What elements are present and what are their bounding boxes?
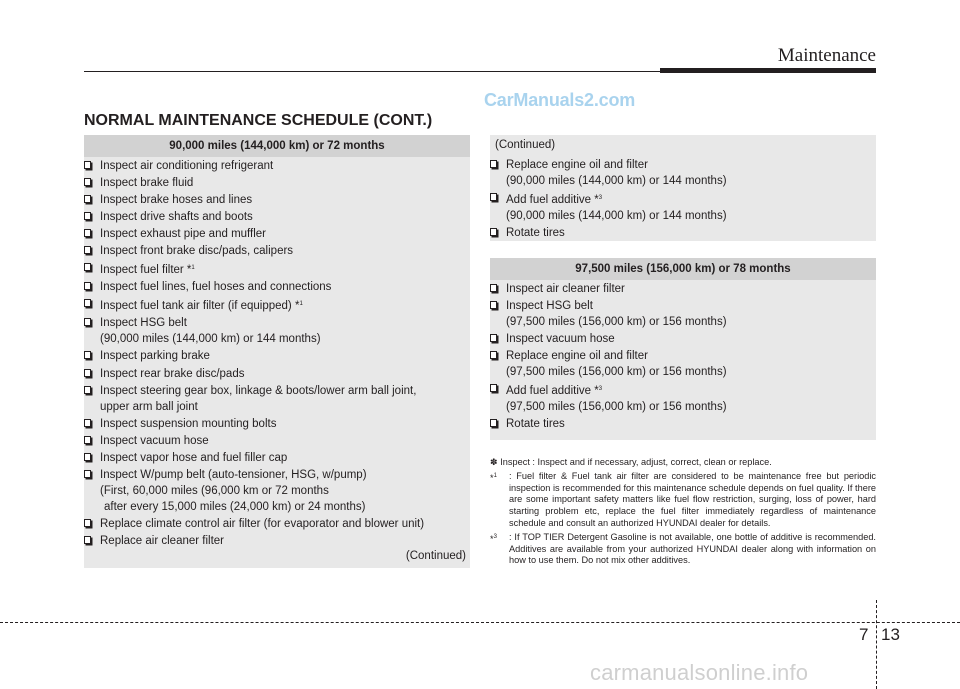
page-number: 13 — [881, 625, 900, 644]
checklist-item — [84, 296, 470, 314]
item-text: Inspect drive shafts and boots — [100, 211, 253, 224]
item-text: Add fuel additive * — [506, 194, 599, 207]
item-text: Inspect fuel filter * — [100, 264, 192, 277]
checklist-item — [84, 209, 470, 225]
continued-label: (Continued) — [495, 139, 556, 151]
footnote-ref: 3 — [598, 386, 603, 393]
checkbox-icon — [490, 284, 497, 292]
item-text: Inspect vacuum hose — [100, 434, 209, 447]
continued-label: (Continued) — [405, 550, 466, 562]
checkbox-icon — [490, 419, 497, 427]
inspect-note: ✽ Inspect : Inspect and if necessary, adjust, correct, clean or replace. — [490, 457, 772, 467]
footnote-ref: 1 — [493, 472, 497, 479]
item-subtext: (97,500 miles (156,000 km) or 156 months) — [506, 366, 727, 379]
item-subtext: (90,000 miles (144,000 km) or 144 months) — [100, 333, 321, 346]
checkbox-icon — [84, 318, 91, 326]
checkbox-icon — [84, 212, 91, 220]
checkbox-icon — [490, 351, 497, 359]
right-top-item-list — [490, 157, 876, 242]
right-panel-title: 97,500 miles (156,000 km) or 78 months — [490, 258, 876, 280]
item-subtext: (90,000 miles (144,000 km) or 144 months) — [506, 175, 727, 187]
checkbox-icon — [84, 351, 91, 359]
checklist-item — [84, 433, 470, 449]
checkbox-icon — [490, 301, 497, 309]
item-text: Rotate tires — [506, 227, 565, 240]
item-text: Inspect W/pump belt (auto-tensioner, HSG, w/pump) — [100, 468, 367, 481]
checklist-item — [84, 243, 470, 259]
section-title: Maintenance — [777, 45, 876, 66]
item-text: Inspect steering gear box, linkage & boots/lower arm ball joint, — [100, 384, 417, 397]
left-panel-title: 90,000 miles (144,000 km) or 72 months — [84, 135, 470, 157]
checklist-item — [84, 315, 470, 347]
checklist-item — [84, 279, 470, 295]
checkbox-icon — [84, 453, 91, 461]
checklist-item — [84, 175, 470, 191]
item-text: Inspect fuel tank air filter (if equipped) * — [100, 300, 300, 313]
item-text: Inspect vapor hose and fuel filler cap — [100, 451, 288, 464]
checkbox-icon — [84, 229, 91, 237]
checklist-item — [84, 516, 470, 532]
item-text: Inspect air conditioning refrigerant — [100, 160, 274, 172]
item-text: Inspect air cleaner filter — [506, 283, 625, 295]
item-text: Inspect rear brake disc/pads — [100, 367, 245, 380]
page-heading: NORMAL MAINTENANCE SCHEDULE (CONT.) — [84, 112, 433, 129]
item-text: Inspect HSG belt — [100, 317, 187, 330]
item-subtext: (97,500 miles (156,000 km) or 156 months) — [506, 316, 727, 329]
footnote-ref: 3 — [598, 195, 603, 202]
checklist-item — [490, 281, 876, 297]
left-item-list — [84, 158, 470, 550]
item-text: Inspect suspension mounting bolts — [100, 417, 277, 430]
item-subtext: (97,500 miles (156,000 km) or 156 months) — [506, 401, 727, 414]
checklist-item — [490, 225, 876, 241]
checkbox-icon — [84, 263, 91, 271]
checkbox-icon — [490, 334, 497, 342]
checkbox-icon — [84, 246, 91, 254]
checkbox-icon — [84, 282, 91, 290]
checkbox-icon — [84, 536, 91, 544]
footnote-ref: 1 — [191, 265, 195, 272]
checkbox-icon — [84, 419, 91, 427]
item-text: Inspect fuel lines, fuel hoses and connections — [100, 281, 332, 294]
item-text: Inspect vacuum hose — [506, 333, 615, 346]
item-subtext: (First, 60,000 miles (96,000 km or 72 months — [100, 484, 329, 497]
item-subtext: upper arm ball joint — [100, 400, 198, 413]
footnote-ref: 1 — [299, 301, 303, 308]
chapter-number: 7 — [859, 625, 869, 644]
checkbox-icon — [84, 369, 91, 377]
footer-divider — [876, 600, 877, 689]
footnote-ref: 3 — [493, 533, 497, 540]
checklist-item — [84, 192, 470, 208]
item-text: Rotate tires — [506, 418, 565, 431]
checklist-item — [490, 157, 876, 189]
checkbox-icon — [84, 195, 91, 203]
footnote-1 — [490, 471, 876, 530]
checkbox-icon — [490, 384, 497, 392]
checklist-item — [84, 348, 470, 364]
checkbox-icon — [84, 299, 91, 307]
checklist-item — [84, 533, 470, 549]
header-rule — [84, 71, 660, 72]
checklist-item — [84, 260, 470, 278]
checklist-item — [490, 381, 876, 415]
checklist-item — [84, 467, 470, 515]
checklist-item — [490, 298, 876, 330]
item-text: Inspect HSG belt — [506, 300, 593, 313]
checkbox-icon — [490, 160, 497, 168]
checkbox-icon — [84, 436, 91, 444]
checkbox-icon — [84, 470, 91, 478]
item-text: Add fuel additive * — [506, 385, 599, 398]
item-text: Replace engine oil and filter — [506, 159, 648, 171]
item-text: Replace climate control air filter (for evaporator and blower unit) — [100, 517, 425, 530]
footnote-mark: * — [490, 533, 494, 544]
item-text: Inspect brake fluid — [100, 177, 194, 190]
checkbox-icon — [84, 519, 91, 527]
checklist-item — [490, 190, 876, 224]
item-text: Replace air cleaner filter — [100, 534, 225, 547]
footnotes — [490, 457, 876, 569]
footnote-text: : Fuel filter & Fuel tank air filter are considered to be maintenance free but periodic inspection is recommended for this maintenance schedule depends on fuel quality. If there are some important safety matters like fuel flow restriction, surging, loss of power, hard starting problem etc, replace the fuel filter immediately regardless of maintenance schedule and consult an authorized HYUNDAI dealer for details. — [509, 470, 876, 528]
site-watermark: carmanualsonline.info — [590, 660, 809, 685]
item-text: Inspect front brake disc/pads, calipers — [100, 245, 294, 258]
checkbox-icon — [490, 228, 497, 236]
watermark: CarManuals2.com — [484, 90, 636, 110]
checkbox-icon — [84, 386, 91, 394]
item-text: Replace engine oil and filter — [506, 350, 648, 363]
header-rule-thick — [660, 68, 876, 73]
item-text: Inspect parking brake — [100, 350, 210, 363]
item-text: Inspect brake hoses and lines — [100, 194, 253, 207]
checklist-item — [84, 383, 470, 415]
checklist-item — [490, 348, 876, 380]
checklist-item — [84, 158, 470, 174]
checkbox-icon — [84, 178, 91, 186]
footnote-3 — [490, 532, 876, 567]
checklist-item — [84, 226, 470, 242]
checkbox-icon — [490, 193, 497, 201]
checklist-item — [84, 450, 470, 466]
item-subtext: (90,000 miles (144,000 km) or 144 months) — [506, 210, 727, 223]
checklist-item — [84, 416, 470, 432]
item-subtext: after every 15,000 miles (24,000 km) or 24 months) — [104, 500, 366, 513]
footnote-mark: * — [490, 472, 494, 483]
checkbox-icon — [84, 161, 91, 169]
checklist-item — [490, 331, 876, 347]
right-bottom-item-list — [490, 281, 876, 433]
checklist-item — [84, 366, 470, 382]
footer-rule — [0, 622, 960, 623]
item-text: Inspect exhaust pipe and muffler — [100, 228, 267, 241]
footnote-text: : If TOP TIER Detergent Gasoline is not available, one bottle of additive is recommended. Additives are available from your authorized HYUNDAI dealer along with information on how to use them. Do not mix other additives. — [509, 531, 876, 566]
checklist-item — [490, 416, 876, 432]
